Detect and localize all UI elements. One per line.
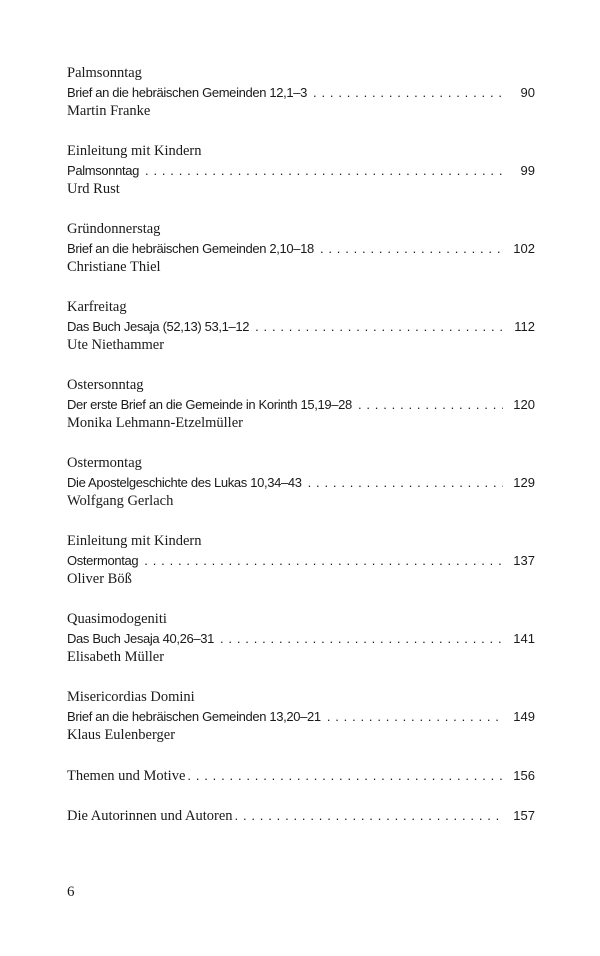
toc-entry (67, 532, 535, 589)
toc-author: Elisabeth Müller (67, 649, 165, 665)
toc-line (67, 395, 535, 414)
toc-page-number: 141 (513, 631, 535, 646)
toc-author: Monika Lehmann-Etzelmüller (67, 415, 243, 431)
table-of-contents (67, 64, 535, 846)
toc-page-number: 149 (513, 709, 535, 724)
dot-leader (308, 473, 503, 492)
toc-text: Das Buch Jesaja 40,26–31 (67, 631, 214, 646)
toc-page-number: 156 (513, 768, 535, 783)
toc-occasion: Ostersonntag (67, 377, 144, 393)
toc-author: Wolfgang Gerlach (67, 493, 174, 509)
toc-entry (67, 64, 535, 121)
dot-leader (313, 83, 503, 102)
dot-leader (327, 707, 503, 726)
toc-entry (67, 142, 535, 199)
toc-line (67, 707, 535, 726)
toc-page-number: 90 (520, 85, 535, 100)
toc-entry (67, 610, 535, 667)
toc-text: Brief an die hebräischen Gemeinden 2,10–18 (67, 241, 314, 256)
toc-occasion: Einleitung mit Kindern (67, 143, 202, 159)
toc-appendix-entry (67, 766, 535, 785)
toc-entry (67, 688, 535, 745)
toc-author: Oliver Böß (67, 571, 132, 587)
toc-appendix-entry (67, 806, 535, 825)
dot-leader (145, 161, 503, 180)
toc-author: Klaus Eulenberger (67, 727, 176, 743)
dot-leader (235, 806, 503, 825)
toc-occasion: Einleitung mit Kindern (67, 533, 202, 549)
toc-text: Ostermontag (67, 553, 139, 568)
toc-author: Urd Rust (67, 181, 120, 197)
toc-entry (67, 376, 535, 433)
toc-text: Brief an die hebräischen Gemeinden 13,20–21 (67, 709, 321, 724)
toc-page-number: 102 (513, 241, 535, 256)
toc-occasion: Quasimodogeniti (67, 611, 167, 627)
toc-line (67, 473, 535, 492)
toc-entry (67, 454, 535, 511)
dot-leader (358, 395, 503, 414)
toc-line (67, 161, 535, 180)
toc-page-number: 157 (513, 808, 535, 823)
toc-page-number: 112 (514, 319, 535, 334)
toc-occasion: Karfreitag (67, 299, 127, 315)
toc-text: Palmsonntag (67, 163, 140, 178)
toc-page-number: 129 (513, 475, 535, 490)
dot-leader (187, 766, 503, 785)
toc-page-number: 137 (513, 553, 535, 568)
toc-page-number: 120 (513, 397, 535, 412)
toc-line (67, 806, 535, 825)
toc-line (67, 551, 535, 570)
toc-line (67, 239, 535, 258)
toc-occasion: Ostermontag (67, 455, 142, 471)
toc-line (67, 629, 535, 648)
dot-leader (255, 317, 503, 336)
toc-occasion: Misericordias Domini (67, 689, 195, 705)
toc-entry (67, 298, 535, 355)
toc-line (67, 83, 535, 102)
page-number: 6 (67, 884, 75, 900)
toc-text: Themen und Motive (67, 768, 186, 784)
toc-occasion: Gründonnerstag (67, 221, 161, 237)
toc-line (67, 317, 535, 336)
toc-line (67, 766, 535, 785)
toc-text: Die Autorinnen und Autoren (67, 808, 233, 824)
toc-author: Christiane Thiel (67, 259, 161, 275)
dot-leader (144, 551, 503, 570)
dot-leader (320, 239, 503, 258)
toc-text: Brief an die hebräischen Gemeinden 12,1–3 (67, 85, 308, 100)
toc-author: Martin Franke (67, 103, 151, 119)
toc-text: Der erste Brief an die Gemeinde in Korinth 15,19–28 (67, 397, 352, 412)
toc-text: Das Buch Jesaja (52,13) 53,1–12 (67, 319, 250, 334)
toc-entry (67, 220, 535, 277)
toc-page-number: 99 (520, 163, 535, 178)
dot-leader (220, 629, 503, 648)
toc-text: Die Apostelgeschichte des Lukas 10,34–43 (67, 475, 302, 490)
toc-author: Ute Niethammer (67, 337, 165, 353)
toc-occasion: Palmsonntag (67, 65, 142, 81)
